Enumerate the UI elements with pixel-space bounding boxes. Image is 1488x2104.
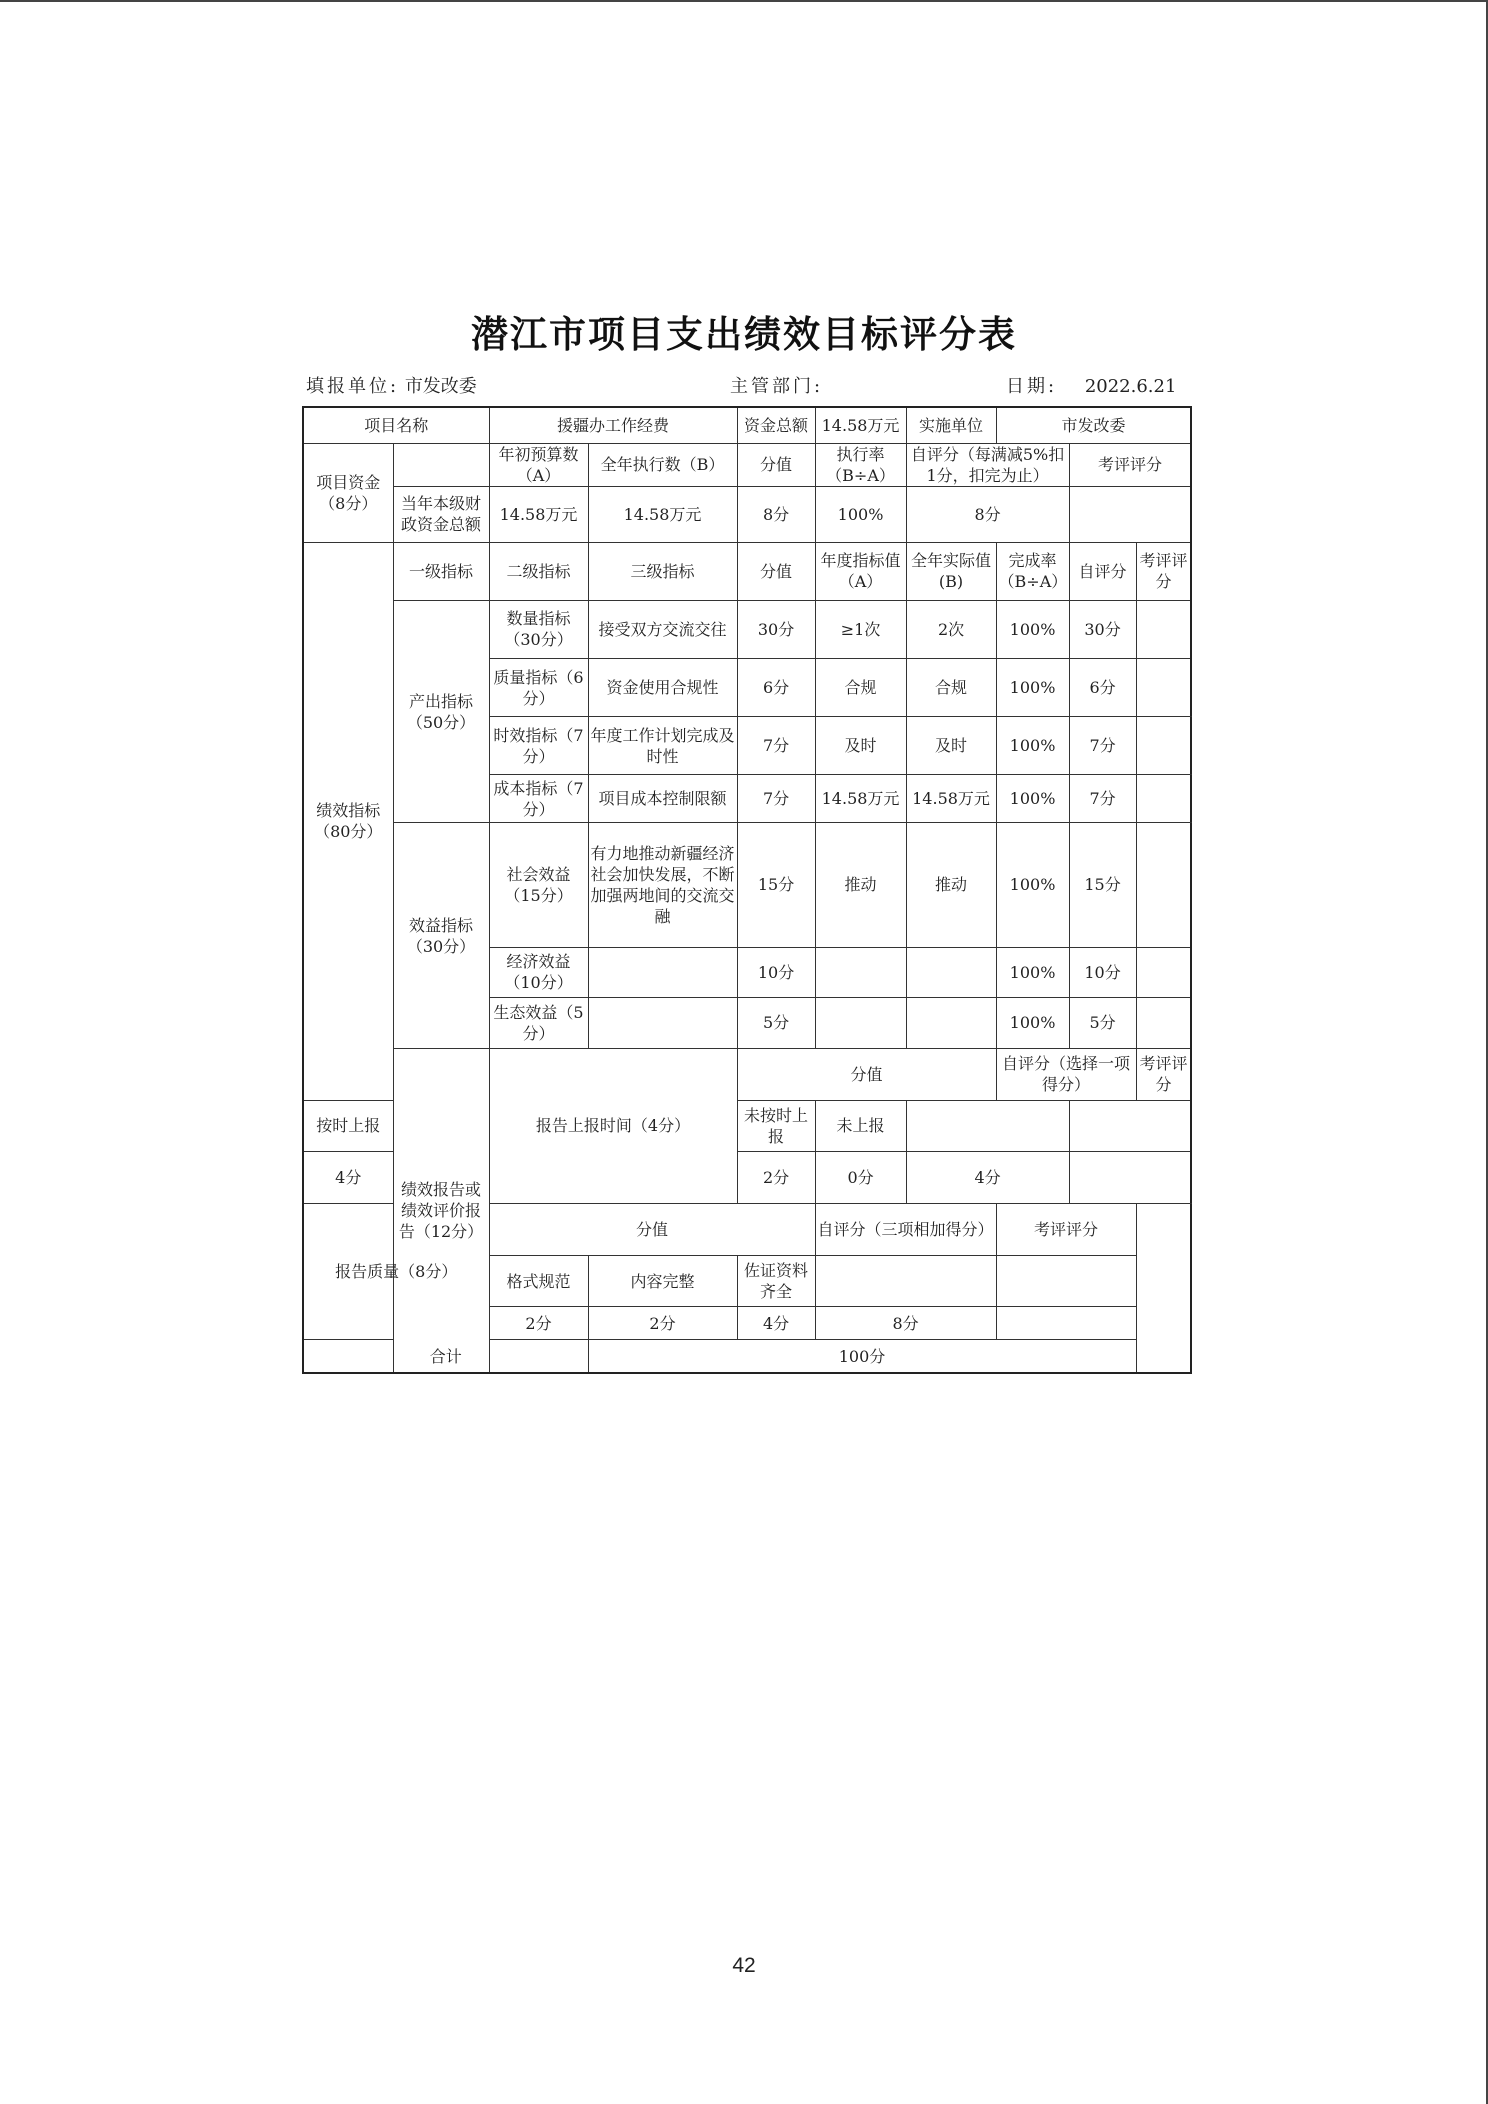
perf-h-actual: 全年实际值(B) [906, 542, 996, 600]
perf-actual: 合规 [906, 658, 996, 716]
perf-l3 [588, 947, 737, 997]
perf-h-rate: 完成率（B÷A） [996, 542, 1069, 600]
funds-row-label: 当年本级财政资金总额 [393, 486, 489, 542]
report-date [1006, 372, 1176, 398]
perf-actual: 推动 [906, 823, 996, 947]
project-name-value: 援疆办工作经费 [489, 407, 737, 443]
perf-actual: 14.58万元 [906, 775, 996, 823]
supervising-dept [730, 372, 823, 398]
report-quality-score: 4分 [737, 1307, 815, 1340]
perf-rate: 100% [996, 947, 1069, 997]
funds-review [1069, 486, 1191, 542]
funds-score: 8分 [737, 486, 815, 542]
funds-budget: 14.58万元 [489, 486, 588, 542]
fill-unit-label: 填报单位: [306, 376, 400, 397]
funds-header-blank [393, 443, 489, 486]
report-time-label: 报告上报时间（4分） [489, 1048, 737, 1203]
funds-h-review: 考评评分 [1069, 443, 1191, 486]
report-time-score: 4分 [303, 1151, 393, 1203]
total-label: 合计 [303, 1340, 588, 1373]
benefit-indicator-label: 效益指标（30分） [393, 823, 489, 1048]
output-indicator-label: 产出指标（50分） [393, 600, 489, 822]
total-funds-value: 14.58万元 [815, 407, 906, 443]
report-time-h-review: 考评评分 [1136, 1048, 1191, 1100]
perf-self: 15分 [1069, 823, 1136, 947]
report-quality-score: 2分 [588, 1307, 737, 1340]
fill-unit-value: 市发改委 [404, 376, 477, 397]
funds-h-exec: 全年执行数（B） [588, 443, 737, 486]
report-date-value: 2022.6.21 [1084, 376, 1177, 397]
perf-actual [906, 997, 996, 1048]
report-time-review-blank [1069, 1100, 1191, 1151]
project-row [303, 407, 1191, 443]
total-value: 100分 [588, 1340, 1136, 1373]
perf-self: 7分 [1069, 717, 1136, 775]
perf-score: 30分 [737, 600, 815, 658]
perf-self: 7分 [1069, 775, 1136, 823]
report-quality-opt: 佐证资料齐全 [737, 1256, 815, 1307]
perf-self: 5分 [1069, 997, 1136, 1048]
total-row [303, 1340, 1191, 1373]
funds-value-row [303, 486, 1191, 542]
report-quality-opt: 内容完整 [588, 1256, 737, 1307]
perf-review [1136, 823, 1191, 947]
perf-h-self: 自评分 [1069, 542, 1136, 600]
project-name-label: 项目名称 [303, 407, 489, 443]
perf-l2: 数量指标（30分） [489, 600, 588, 658]
perf-review [1136, 775, 1191, 823]
perf-score: 5分 [737, 997, 815, 1048]
perf-l2: 经济效益（10分） [489, 947, 588, 997]
perf-l2: 生态效益（5分） [489, 997, 588, 1048]
perf-rate: 100% [996, 997, 1069, 1048]
perf-l2: 质量指标（6分） [489, 658, 588, 716]
perf-target: 及时 [815, 717, 906, 775]
perf-h-review: 考评评分 [1136, 542, 1191, 600]
report-time-review [1069, 1151, 1191, 1203]
page-number: 42 [732, 1954, 756, 1977]
perf-score: 7分 [737, 717, 815, 775]
funds-h-rate: 执行率（B÷A） [815, 443, 906, 486]
report-quality-opt: 格式规范 [489, 1256, 588, 1307]
perf-section-label: 绩效指标（80分） [303, 542, 393, 1100]
perf-h-l2: 二级指标 [489, 542, 588, 600]
perf-actual [906, 947, 996, 997]
perf-h-l3: 三级指标 [588, 542, 737, 600]
funds-rate: 100% [815, 486, 906, 542]
report-time-header-row [303, 1048, 1191, 1100]
table-row [303, 600, 1191, 658]
perf-actual: 2次 [906, 600, 996, 658]
perf-self: 10分 [1069, 947, 1136, 997]
funds-self: 8分 [906, 486, 1069, 542]
perf-self: 6分 [1069, 658, 1136, 716]
perf-rate: 100% [996, 717, 1069, 775]
report-time-score: 2分 [737, 1151, 815, 1203]
perf-target: 合规 [815, 658, 906, 716]
perf-l2: 时效指标（7分） [489, 717, 588, 775]
funds-h-budget: 年初预算数（A） [489, 443, 588, 486]
report-time-opt: 按时上报 [303, 1100, 393, 1151]
funds-header-row [303, 443, 1191, 486]
perf-l3: 资金使用合规性 [588, 658, 737, 716]
perf-review [1136, 658, 1191, 716]
perf-target: 推动 [815, 823, 906, 947]
perf-target [815, 947, 906, 997]
report-quality-self: 8分 [815, 1307, 996, 1340]
report-quality-self-blank [815, 1256, 996, 1307]
perf-rate: 100% [996, 823, 1069, 947]
perf-l3: 有力地推动新疆经济社会加快发展，不断加强两地间的交流交融 [588, 823, 737, 947]
funds-exec: 14.58万元 [588, 486, 737, 542]
perf-h-target: 年度指标值（A） [815, 542, 906, 600]
perf-h-l1: 一级指标 [393, 542, 489, 600]
report-quality-review [996, 1307, 1136, 1340]
page-top-border [0, 0, 1488, 2]
report-section-label: 绩效报告或绩效评价报告（12分） [393, 1048, 489, 1373]
perf-h-score: 分值 [737, 542, 815, 600]
perf-header-row [303, 542, 1191, 600]
perf-review [1136, 947, 1191, 997]
perf-rate: 100% [996, 658, 1069, 716]
report-time-self-blank [906, 1100, 1069, 1151]
page-title: 潜江市项目支出绩效目标评分表 [471, 312, 1017, 356]
perf-l3: 接受双方交流交往 [588, 600, 737, 658]
report-time-opt: 未按时上报 [737, 1100, 815, 1151]
perf-score: 6分 [737, 658, 815, 716]
perf-review [1136, 717, 1191, 775]
report-time-h-self: 自评分（选择一项得分） [996, 1048, 1136, 1100]
perf-score: 15分 [737, 823, 815, 947]
report-date-label: 日期: [1006, 376, 1058, 397]
funds-section-label: 项目资金（8分） [303, 443, 393, 542]
perf-rate: 100% [996, 775, 1069, 823]
perf-score: 7分 [737, 775, 815, 823]
report-time-score: 0分 [815, 1151, 906, 1203]
perf-review [1136, 997, 1191, 1048]
report-time-h-value: 分值 [737, 1048, 996, 1100]
perf-review [1136, 600, 1191, 658]
funds-h-score: 分值 [737, 443, 815, 486]
report-quality-score: 2分 [489, 1307, 588, 1340]
perf-target: ≥1次 [815, 600, 906, 658]
perf-actual: 及时 [906, 717, 996, 775]
report-quality-h-review: 考评评分 [996, 1204, 1136, 1256]
total-funds-label: 资金总额 [737, 407, 815, 443]
impl-unit-value: 市发改委 [996, 407, 1191, 443]
report-time-opt: 未上报 [815, 1100, 906, 1151]
impl-unit-label: 实施单位 [906, 407, 996, 443]
perf-self: 30分 [1069, 600, 1136, 658]
perf-l3: 年度工作计划完成及时性 [588, 717, 737, 775]
perf-l2: 成本指标（7分） [489, 775, 588, 823]
table-row [303, 823, 1191, 947]
supervising-dept-label: 主管部门: [730, 376, 824, 397]
perf-target [815, 997, 906, 1048]
perf-l3: 项目成本控制限额 [588, 775, 737, 823]
perf-rate: 100% [996, 600, 1069, 658]
report-time-self: 4分 [906, 1151, 1069, 1203]
perf-score: 10分 [737, 947, 815, 997]
report-quality-h-value: 分值 [489, 1204, 815, 1256]
perf-l2: 社会效益（15分） [489, 823, 588, 947]
report-quality-label: 报告质量（8分） [303, 1204, 489, 1340]
score-table [302, 406, 1192, 1374]
perf-target: 14.58万元 [815, 775, 906, 823]
report-quality-h-self: 自评分（三项相加得分） [815, 1204, 996, 1256]
perf-l3 [588, 997, 737, 1048]
report-quality-review-blank [996, 1256, 1136, 1307]
funds-h-self: 自评分（每满减5%扣1分，扣完为止） [906, 443, 1069, 486]
fill-unit [306, 372, 477, 398]
